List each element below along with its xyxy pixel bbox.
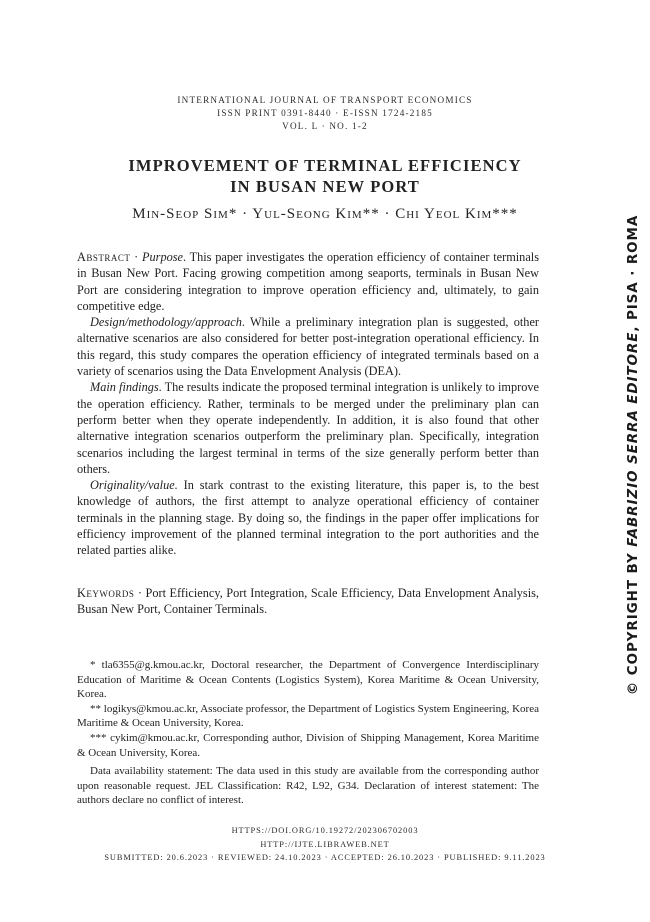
keywords — [77, 585, 539, 618]
data-availability-statement: Data availability statement: The data used in this study are available from the corresponding author upon reasonable request. JEL Classification: R42, L92, G34. Declaration of interest statement: The authors declare no conflict of interest. — [77, 765, 539, 807]
author-list — [0, 206, 650, 223]
journal-header — [0, 94, 650, 133]
article-footer — [0, 824, 650, 865]
abstract-label: Abstract — [77, 250, 131, 264]
doi-link[interactable]: HTTPS://DOI.ORG/10.19272/202306702003 — [231, 826, 419, 835]
author-2: Yul-Seong Kim** — [252, 206, 380, 222]
paper-title — [0, 155, 650, 197]
author-note-3: *** cykim@kmou.ac.kr, Corresponding author, Division of Shipping Management, Korea Maritime & Ocean University, Korea. — [77, 731, 539, 759]
findings-label: Main findings — [90, 380, 159, 395]
author-note-2: ** logikys@kmou.ac.kr, Associate professor, the Department of Logistics System Engineering, Korea Maritime & Ocean University, Korea. — [77, 702, 539, 730]
copyright-suffix: , PISA · ROMA — [625, 214, 641, 332]
paper-title-line-1: IMPROVEMENT OF TERMINAL EFFICIENCY — [128, 156, 522, 175]
abstract — [77, 249, 539, 559]
copyright-publisher: FABRIZIO SERRA EDITORE — [625, 331, 641, 547]
keywords-label: Keywords — [77, 586, 135, 600]
journal-issn: ISSN PRINT 0391-8440 · E-ISSN 1724-2185 — [217, 108, 433, 118]
copyright-prefix: © COPYRIGHT BY — [625, 546, 641, 696]
abstract-design — [77, 314, 539, 379]
abstract-findings — [77, 379, 539, 477]
keywords-separator: · — [134, 586, 146, 600]
design-label: Design/methodology/approach — [90, 315, 242, 330]
publication-dates: SUBMITTED: 20.6.2023 · REVIEWED: 24.10.2023 · ACCEPTED: 26.10.2023 · PUBLISHED: 9.11.2023 — [104, 853, 546, 862]
author-separator: · — [379, 206, 396, 222]
purpose-label: Purpose — [142, 250, 183, 264]
design-text: . While a preliminary integration plan is suggested, other alternative scenarios are also considered for better post-integration operational efficiency. In this regard, this study compares the operation efficiency of integrated terminals based on a variety of scenarios using the Data Envelopment Analysis (DEA). — [77, 315, 539, 379]
author-1: Min-Seop Sim* — [132, 206, 238, 222]
journal-name: INTERNATIONAL JOURNAL OF TRANSPORT ECONOMICS — [177, 95, 473, 105]
keywords-text: Port Efficiency, Port Integration, Scale Efficiency, Data Envelopment Analysis, Busan New Port, Container Terminals. — [77, 586, 539, 617]
findings-text: . The results indicate the proposed terminal integration is unlikely to improve the operation efficiency. Rather, terminals to be merged under the preliminary plan can perform better when they operate independently. In addition, it is also found that other alternative integration scenarios outperform the preliminary plan. Specifically, integration scenarios including the largest terminal in terms of the size generally perform better than others. — [77, 380, 539, 476]
copyright-notice — [625, 215, 641, 695]
author-notes — [77, 658, 539, 808]
originality-label: Originality/value. — [90, 478, 178, 493]
originality-text: In stark contrast to the existing literature, this paper is, to the best knowledge of authors, the first attempt to analyze operational efficiency of container terminals in the planning stage. By doing so, the findings in the paper offer implications for efficiency improvement of the planned terminal integration to the port authorities and the related parties alike. — [77, 478, 539, 558]
purpose-text: . This paper investigates the operation efficiency of container terminals in Busan New Port. Facing growing competition among seaports, terminals in Busan New Port are considering integration to improve operation efficiency and, ultimately, to gain competitive edge. — [77, 250, 539, 313]
paper-title-line-2: IN BUSAN NEW PORT — [230, 177, 420, 196]
author-separator: · — [237, 206, 253, 222]
abstract-originality — [77, 477, 539, 558]
author-3: Chi Yeol Kim*** — [395, 206, 518, 222]
abstract-separator: · — [130, 250, 142, 264]
author-note-1: * tla6355@g.kmou.ac.kr, Doctoral researcher, the Department of Convergence Interdisciplinary Education of Maritime & Ocean Contents (Logistics System), Korea Maritime & Ocean University, Korea. — [77, 659, 539, 701]
journal-volume: VOL. L · NO. 1-2 — [282, 121, 368, 131]
journal-url-link[interactable]: HTTP://IJTE.LIBRAWEB.NET — [260, 839, 390, 849]
abstract-purpose — [77, 249, 539, 314]
